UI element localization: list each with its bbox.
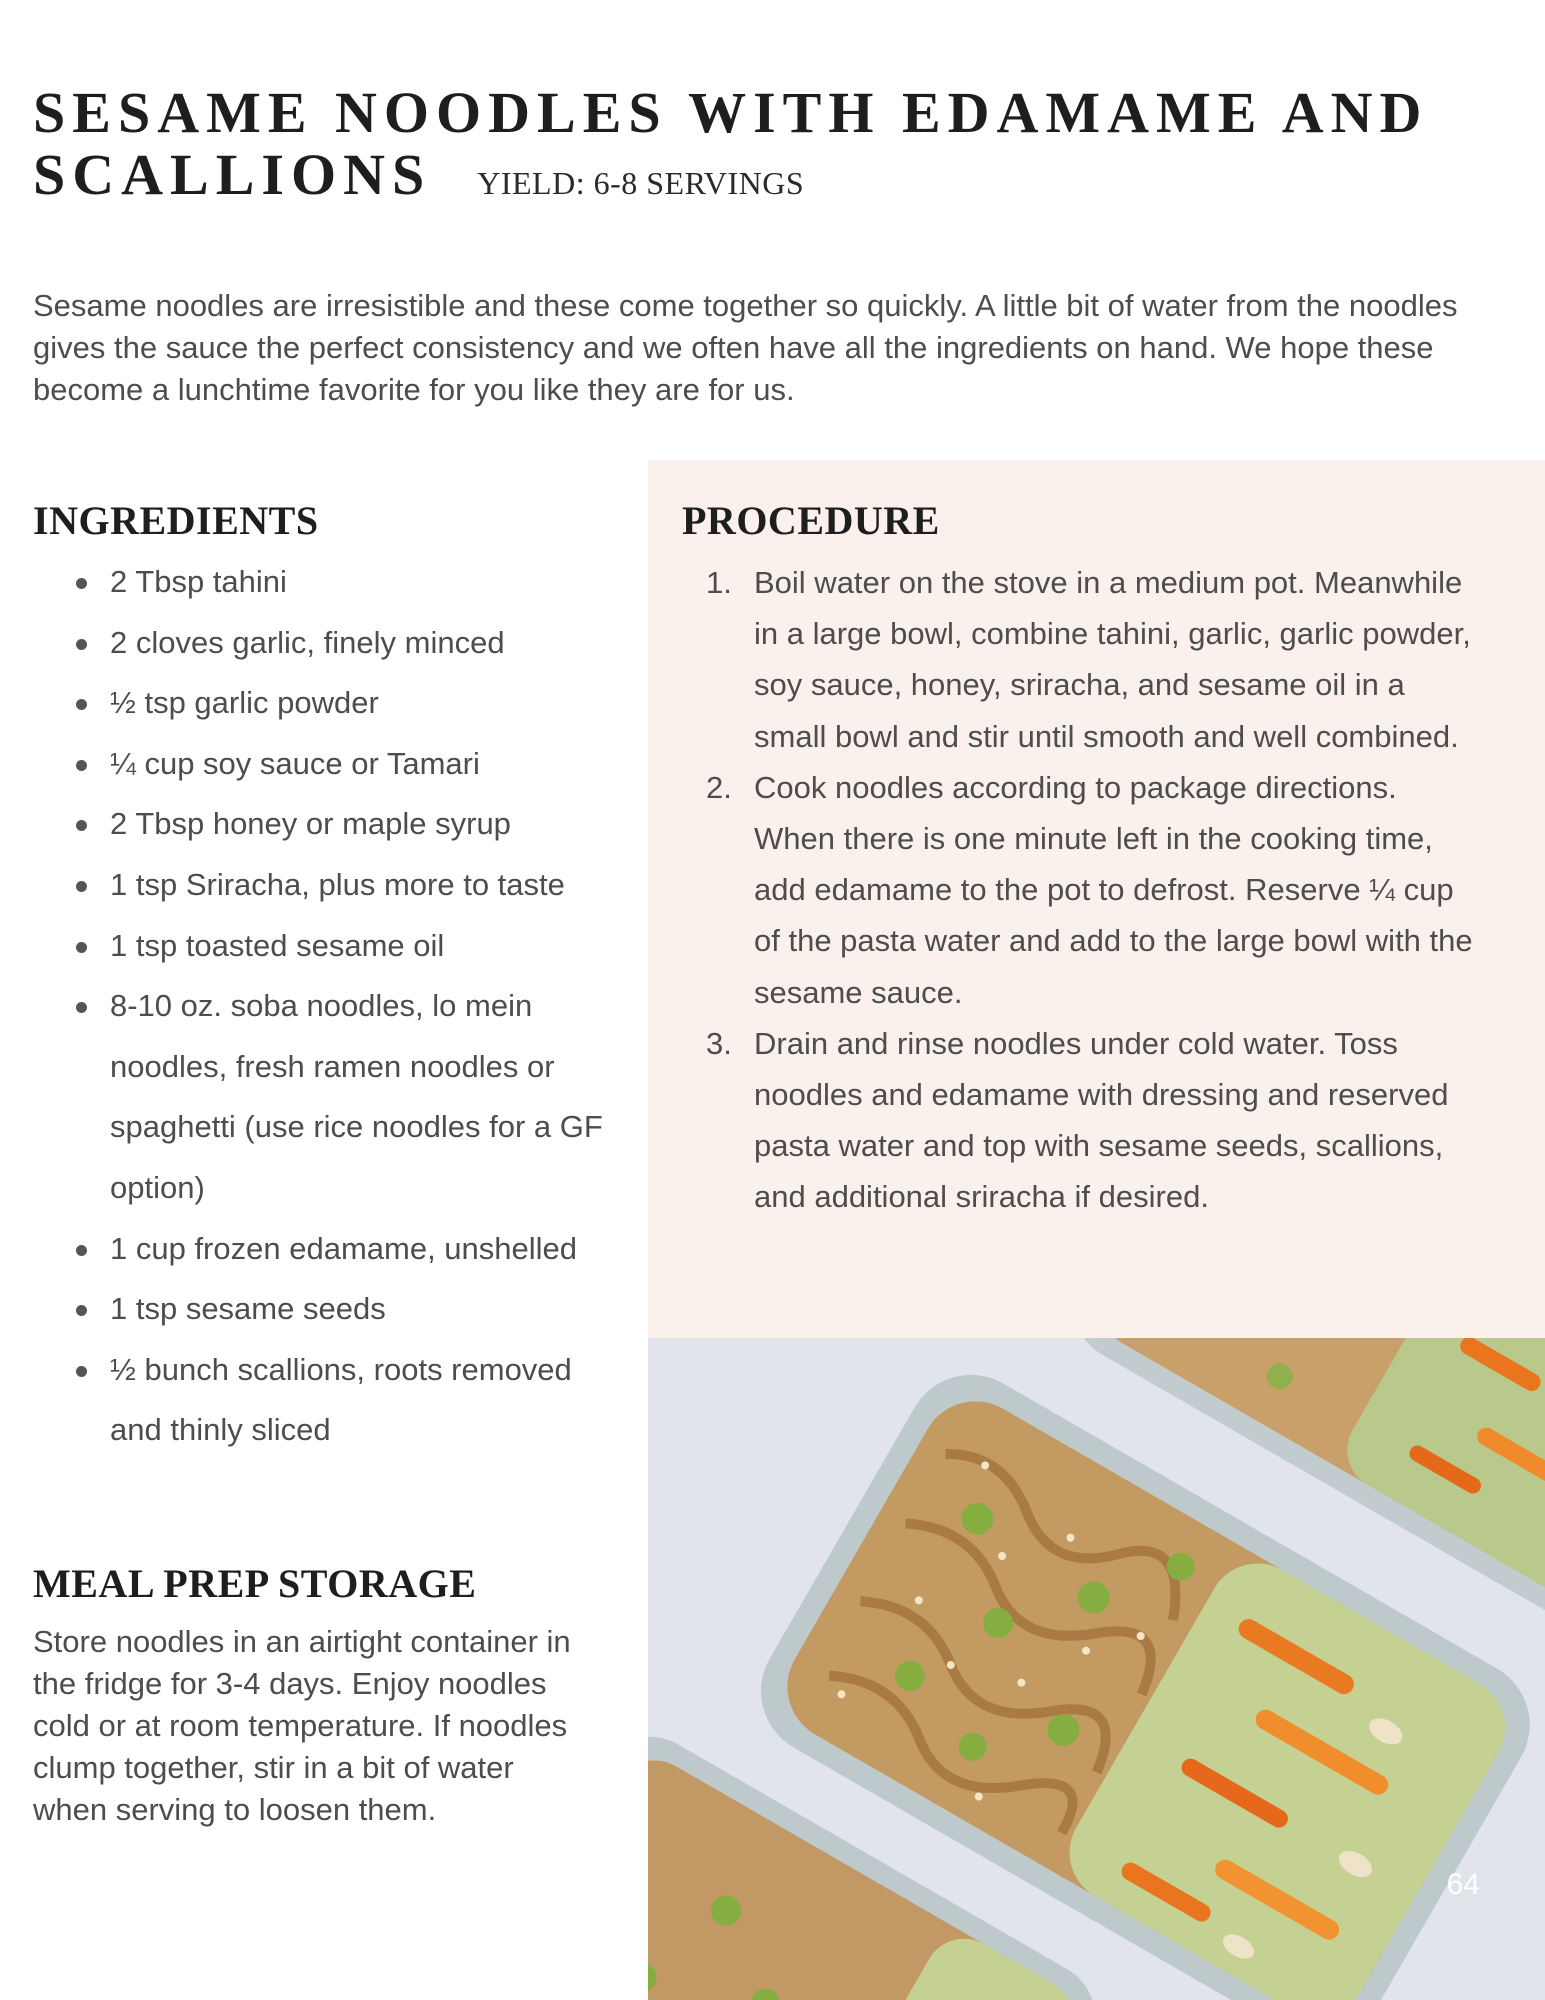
ingredient-item: [110, 1340, 620, 1461]
procedure-step: [706, 762, 1474, 1018]
ingredient-item: [110, 1279, 620, 1340]
recipe-title: [33, 82, 1513, 214]
ingredient-item: [110, 916, 620, 977]
ingredient-item: [110, 734, 620, 795]
bullet-icon: [76, 1305, 87, 1316]
ingredient-text: ½ bunch scallions, roots removed and thinly sliced: [110, 1351, 572, 1448]
procedure-step: [706, 557, 1474, 762]
bullet-icon: [76, 942, 87, 953]
ingredient-text: ½ tsp garlic powder: [110, 685, 379, 721]
bullet-icon: [76, 881, 87, 892]
yield-label: YIELD: 6-8 SERVINGS: [477, 165, 805, 201]
ingredient-text: 2 Tbsp tahini: [110, 564, 287, 599]
bullet-icon: [76, 820, 87, 831]
ingredient-text: 1 tsp sesame seeds: [110, 1291, 386, 1327]
ingredient-item: [110, 976, 620, 1218]
page-number: 64: [1446, 1868, 1480, 1901]
bullet-icon: [76, 1002, 87, 1013]
step-text: Boil water on the stove in a medium pot. Meanwhile in a large bowl, combine tahini, garlic, garlic powder, soy sauce, honey, sriracha, and sesame oil in a small bowl and stir until smooth and well combined.: [754, 565, 1471, 754]
bullet-icon: [76, 699, 87, 710]
procedure-heading: PROCEDURE: [682, 498, 940, 543]
bullet-icon: [76, 1366, 87, 1377]
step-text: Cook noodles according to package directions. When there is one minute left in the cooking time, add edamame to the pot to defrost. Reserve ¼ cup of the pasta water and add to the large bowl with the sesame sauce.: [754, 769, 1473, 1010]
recipe-title-line-2-text: SCALLIONS: [33, 142, 432, 207]
procedure-list: [706, 557, 1474, 1223]
bullet-icon: [76, 639, 87, 650]
recipe-title-line-2: [33, 144, 1513, 214]
ingredient-text: ¼ cup soy sauce or Tamari: [110, 745, 480, 781]
ingredient-item: [110, 673, 620, 734]
ingredient-item: [110, 1219, 620, 1280]
ingredient-item: [110, 855, 620, 916]
ingredient-item: [110, 613, 620, 674]
step-number: 2.: [706, 769, 732, 805]
bullet-icon: [76, 760, 87, 771]
ingredient-item: [110, 552, 620, 613]
intro-paragraph: Sesame noodles are irresistible and these come together so quickly. A little bit of water from the noodles gives the sauce the perfect consistency and we often have all the ingredients on hand. We hope these become a lunchtime favorite for you like they are for us.: [33, 288, 1458, 407]
ingredients-heading: INGREDIENTS: [33, 498, 319, 543]
step-text: Drain and rinse noodles under cold water. Toss noodles and edamame with dressing and reserved pasta water and top with sesame seeds, scallions, and additional sriracha if desired.: [754, 1025, 1449, 1215]
recipe-title-line-1: SESAME NOODLES WITH EDAMAME AND: [33, 80, 1429, 145]
ingredient-text: 1 cup frozen edamame, unshelled: [110, 1230, 578, 1266]
procedure-step: [706, 1018, 1474, 1223]
ingredient-text: 1 tsp Sriracha, plus more to taste: [110, 866, 565, 902]
bullet-icon: [76, 578, 87, 589]
noodles-photo-illustration: [648, 1338, 1545, 2000]
step-number: 3.: [706, 1025, 732, 1061]
ingredient-text: 1 tsp toasted sesame oil: [110, 927, 445, 963]
ingredient-text: 8-10 oz. soba noodles, lo mein noodles, fresh ramen noodles or spaghetti (use rice noodles for a GF option): [110, 988, 603, 1205]
step-number: 1.: [706, 565, 732, 600]
ingredients-list: [110, 552, 620, 1461]
meal-prep-storage-heading: MEAL PREP STORAGE: [33, 1561, 477, 1606]
meal-prep-storage-text: Store noodles in an airtight container in the fridge for 3-4 days. Enjoy noodles cold or at room temperature. If noodles clump together, stir in a bit of water when serving to loosen them.: [33, 1624, 571, 1827]
bullet-icon: [76, 1245, 87, 1256]
ingredient-text: 2 cloves garlic, finely minced: [110, 624, 505, 660]
ingredient-text: 2 Tbsp honey or maple syrup: [110, 806, 511, 842]
ingredient-item: [110, 794, 620, 855]
sesame-noodles-photo: [648, 1338, 1545, 2000]
